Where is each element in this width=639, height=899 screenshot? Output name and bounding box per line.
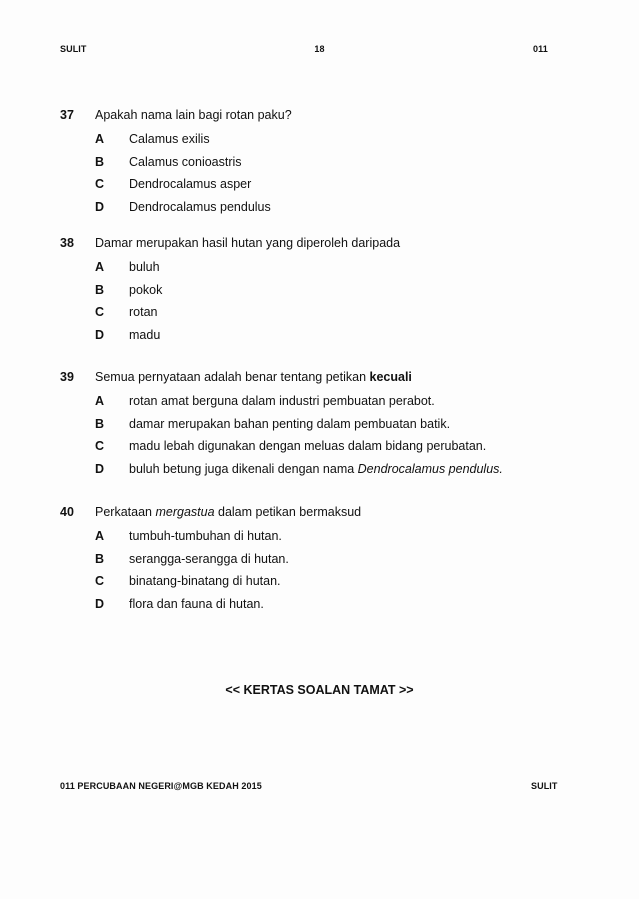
- option-letter: B: [95, 282, 105, 297]
- option-text: Dendrocalamus pendulus: [129, 199, 271, 214]
- species-name: Dendrocalamus pendulus.: [357, 461, 503, 476]
- option-b: [60, 417, 560, 440]
- option-text: Calamus conioastris: [129, 154, 242, 169]
- question-number: 39: [60, 370, 74, 384]
- option-letter: B: [95, 416, 105, 431]
- option-letter: C: [95, 574, 105, 588]
- option-text: buluh betung juga dikenali dengan nama Dendrocalamus pendulus.: [129, 461, 503, 476]
- option-text: damar merupakan bahan penting dalam pembuatan batik.: [129, 416, 451, 431]
- option-text: madu: [129, 327, 161, 342]
- option-text: pokok: [129, 282, 163, 297]
- question-40: [60, 505, 560, 619]
- option-text: binatang-binatang di hutan.: [129, 574, 281, 588]
- option-text: Dendrocalamus asper: [129, 177, 252, 191]
- header-sulit: SULIT: [60, 44, 87, 54]
- option-text: Calamus exilis: [129, 132, 210, 146]
- question-text: Semua pernyataan adalah benar tentang petikan kecuali: [95, 370, 412, 384]
- option-letter: C: [95, 439, 105, 453]
- option-letter: A: [95, 260, 105, 274]
- option-d: [60, 328, 560, 351]
- option-letter: A: [95, 529, 105, 543]
- option-text: buluh: [129, 260, 160, 274]
- option-c: [60, 439, 560, 462]
- option-letter: D: [95, 199, 105, 214]
- option-letter: C: [95, 177, 105, 191]
- question-37: [60, 108, 560, 222]
- footer-sulit: SULIT: [531, 781, 558, 791]
- option-a: [60, 260, 560, 283]
- question-number: 38: [60, 236, 74, 250]
- option-letter: D: [95, 327, 105, 342]
- option-letter: D: [95, 596, 105, 611]
- header-page-number: 18: [314, 44, 325, 54]
- option-b: [60, 155, 560, 178]
- option-letter: B: [95, 551, 105, 566]
- option-c: [60, 574, 560, 597]
- word-mergastua: mergastua: [155, 505, 215, 519]
- option-c: [60, 305, 560, 328]
- option-letter: C: [95, 305, 105, 319]
- option-text: flora dan fauna di hutan.: [129, 596, 264, 611]
- option-letter: D: [95, 461, 105, 476]
- header-code: 011: [533, 44, 548, 54]
- end-of-paper: << KERTAS SOALAN TAMAT >>: [225, 683, 414, 697]
- option-b: [60, 552, 560, 575]
- option-letter: A: [95, 132, 105, 146]
- option-b: [60, 283, 560, 306]
- emphasis-kecuali: kecuali: [369, 370, 412, 384]
- question-38: [60, 236, 560, 350]
- option-d: [60, 200, 560, 223]
- option-a: [60, 529, 560, 552]
- option-text: madu lebah digunakan dengan meluas dalam bidang perubatan.: [129, 439, 487, 453]
- option-text: rotan: [129, 305, 158, 319]
- option-d: [60, 462, 560, 485]
- option-text: rotan amat berguna dalam industri pembuatan perabot.: [129, 394, 435, 408]
- footer-exam-title: 011 PERCUBAAN NEGERI@MGB KEDAH 2015: [60, 781, 262, 791]
- option-text: tumbuh-tumbuhan di hutan.: [129, 529, 282, 543]
- question-number: 37: [60, 108, 74, 122]
- option-d: [60, 597, 560, 620]
- option-a: [60, 394, 560, 417]
- question-text: Damar merupakan hasil hutan yang diperoleh daripada: [95, 236, 401, 250]
- question-number: 40: [60, 505, 74, 519]
- option-letter: B: [95, 154, 105, 169]
- option-letter: A: [95, 394, 105, 408]
- question-text: Perkataan mergastua dalam petikan bermaksud: [95, 505, 362, 519]
- option-c: [60, 177, 560, 200]
- option-text: serangga-serangga di hutan.: [129, 551, 289, 566]
- question-text: Apakah nama lain bagi rotan paku?: [95, 108, 292, 122]
- option-a: [60, 132, 560, 155]
- question-39: [60, 370, 560, 484]
